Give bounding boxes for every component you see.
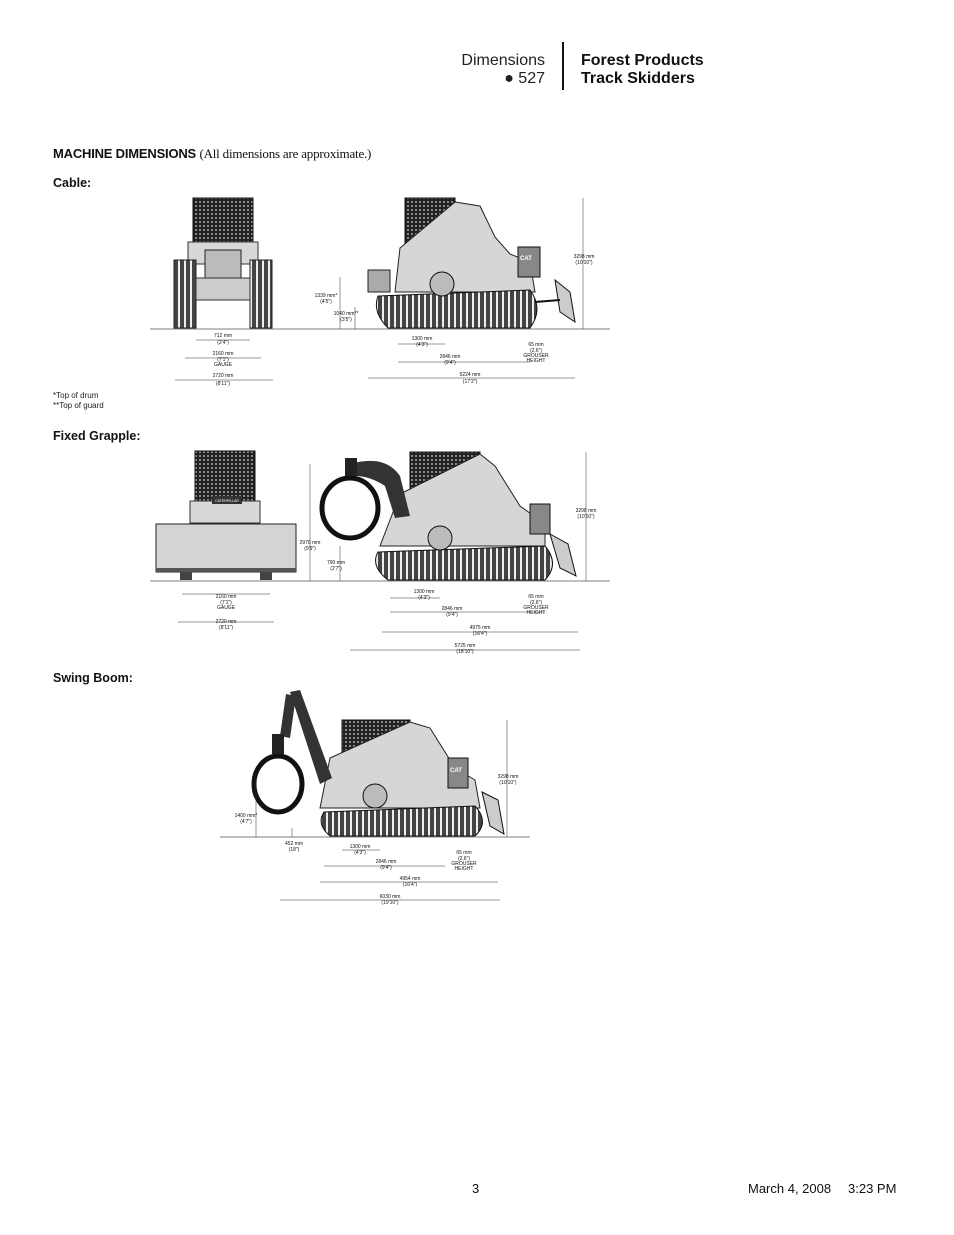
swing-track-dim-ft: (9'4") xyxy=(380,865,392,871)
cable-length-dim: 5224 mm xyxy=(459,372,481,378)
page-title-main: MACHINE DIMENSIONS xyxy=(53,146,197,161)
cable-guard-dim-ft: (3'5") xyxy=(340,317,352,323)
page-title xyxy=(53,146,371,162)
footnote-guard: **Top of guard xyxy=(53,401,104,410)
grapple-front-view xyxy=(156,451,296,580)
swing-grouser-word2: HEIGHT xyxy=(454,866,474,872)
grapple-side-view xyxy=(322,452,576,580)
cable-drum-dim-ft: (4'5") xyxy=(320,299,332,305)
grapple-track-dim-ft: (9'4") xyxy=(446,612,458,618)
cable-grouser-word2: HEIGHT xyxy=(526,358,546,364)
grapple-grouser-word1: GROUSER xyxy=(523,605,549,611)
grapple-len1-dim-ft: (16'4") xyxy=(472,631,488,637)
footer-time: 3:23 PM xyxy=(848,1181,897,1196)
grapple-len2-dim: 5725 mm xyxy=(454,643,476,649)
page-title-note: (All dimensions are approximate.) xyxy=(199,146,372,161)
swing-diagram xyxy=(220,688,530,910)
grapple-len1-dim: 4975 mm xyxy=(469,625,491,631)
grapple-mach-height-dim: 3298 mm xyxy=(575,508,597,514)
cable-grouser-dim-ft: (2.6") xyxy=(529,348,543,354)
swing-len2-dim: 6030 mm xyxy=(379,894,401,900)
header-model: ● 527 xyxy=(504,70,545,87)
cable-front-view xyxy=(174,198,272,328)
header-product-line1: Forest Products xyxy=(581,52,704,69)
grapple-grouser-word2: HEIGHT xyxy=(526,610,546,616)
swing-low-dim: 452 mm xyxy=(284,841,304,847)
cable-track-dim-ft: (9'4") xyxy=(444,360,456,366)
section-label-swing: Swing Boom: xyxy=(53,671,133,685)
swing-len1-dim-ft: (16'4") xyxy=(402,882,418,888)
swing-low-dim-ft: (18") xyxy=(288,847,300,853)
cable-cat-logo: CAT xyxy=(520,256,532,262)
grapple-width-dim: 2720 mm xyxy=(215,619,237,625)
swing-side-view xyxy=(254,690,504,836)
page-number: 3 xyxy=(472,1181,480,1196)
header-dimensions-label: Dimensions xyxy=(461,52,545,69)
swing-sprocket-dim: 1300 mm xyxy=(349,844,371,850)
cable-side-view xyxy=(368,198,575,328)
cable-height-dim-ft: (10'10") xyxy=(575,260,593,266)
header-product xyxy=(581,52,704,88)
grapple-track-dim: 2846 mm xyxy=(441,606,463,612)
swing-cat-logo: CAT xyxy=(450,768,462,774)
swing-height-dim: 3298 mm xyxy=(497,774,519,780)
swing-grouser-dim: 65 mm xyxy=(456,850,472,856)
cable-length-dim-ft: (17'2") xyxy=(462,379,478,385)
swing-height-dim-ft: (10'10") xyxy=(499,780,517,786)
swing-sprocket-dim-ft: (4'3") xyxy=(354,850,366,856)
cable-gauge-word: GAUGE xyxy=(213,362,233,368)
cable-shoe-dim: 712 mm xyxy=(213,333,233,339)
swing-grapple-height-dim: 1400 mm* xyxy=(234,813,258,819)
footnote-drum: *Top of drum xyxy=(53,391,99,400)
cable-gauge-dim: 2160 mm xyxy=(212,351,234,357)
grapple-low-dim: 790 mm xyxy=(326,560,346,566)
footer-date: March 4, 2008 xyxy=(748,1181,832,1196)
grapple-diagram xyxy=(150,446,610,656)
grapple-low-dim-ft: (2'7") xyxy=(330,566,342,572)
grapple-gauge-dim-ft: (7'1") xyxy=(220,600,232,606)
cable-guard-dim: 1040 mm** xyxy=(333,311,359,317)
grapple-height-dim: 2970 mm xyxy=(299,540,321,546)
swing-track-dim: 2846 mm xyxy=(375,859,397,865)
cable-sprocket-dim: 1300 mm xyxy=(411,336,433,342)
cable-grouser-dim: 65 mm xyxy=(528,342,544,348)
grapple-cat-decal: CATERPILLAR xyxy=(215,499,239,503)
grapple-grouser-dim-ft: (2.6") xyxy=(529,600,543,606)
grapple-grouser-dim: 65 mm xyxy=(528,594,544,600)
section-label-grapple: Fixed Grapple: xyxy=(53,429,141,443)
grapple-sprocket-dim: 1300 mm xyxy=(413,589,435,595)
grapple-sprocket-dim-ft: (4'3") xyxy=(418,595,430,601)
cable-width-dim: 2720 mm xyxy=(212,373,234,379)
cable-grouser-word1: GROUSER xyxy=(523,353,549,359)
header-dimensions xyxy=(461,52,545,88)
grapple-mach-height-dim-ft: (10'10") xyxy=(577,514,595,520)
swing-grouser-word1: GROUSER xyxy=(451,861,477,867)
grapple-gauge-word: GAUGE xyxy=(216,605,236,611)
section-label-cable: Cable: xyxy=(53,176,92,190)
grapple-len2-dim-ft: (18'10") xyxy=(456,649,474,655)
cable-track-dim: 2846 mm xyxy=(439,354,461,360)
swing-grouser-dim-ft: (2.6") xyxy=(457,856,471,862)
grapple-gauge-dim: 2160 mm xyxy=(215,594,237,600)
grapple-height-dim-ft: (9'9") xyxy=(304,546,316,552)
header-divider xyxy=(562,42,564,90)
grapple-width-dim-ft: (8'11") xyxy=(218,625,234,631)
cable-shoe-dim-ft: (2'4") xyxy=(217,340,229,346)
cable-sprocket-dim-ft: (4'3") xyxy=(416,342,428,348)
swing-grapple-height-dim-ft: (4'7") xyxy=(240,819,252,825)
cable-width-dim-ft: (8'11") xyxy=(215,381,231,387)
cable-drum-dim: 1339 mm* xyxy=(314,293,338,299)
header-product-line2: Track Skidders xyxy=(581,70,695,87)
cable-gauge-dim-ft: (7'1") xyxy=(217,357,229,363)
swing-len2-dim-ft: (19'10") xyxy=(381,900,399,906)
cable-height-dim: 3298 mm xyxy=(573,254,595,260)
cable-diagram xyxy=(150,192,610,392)
swing-len1-dim: 4954 mm xyxy=(399,876,421,882)
